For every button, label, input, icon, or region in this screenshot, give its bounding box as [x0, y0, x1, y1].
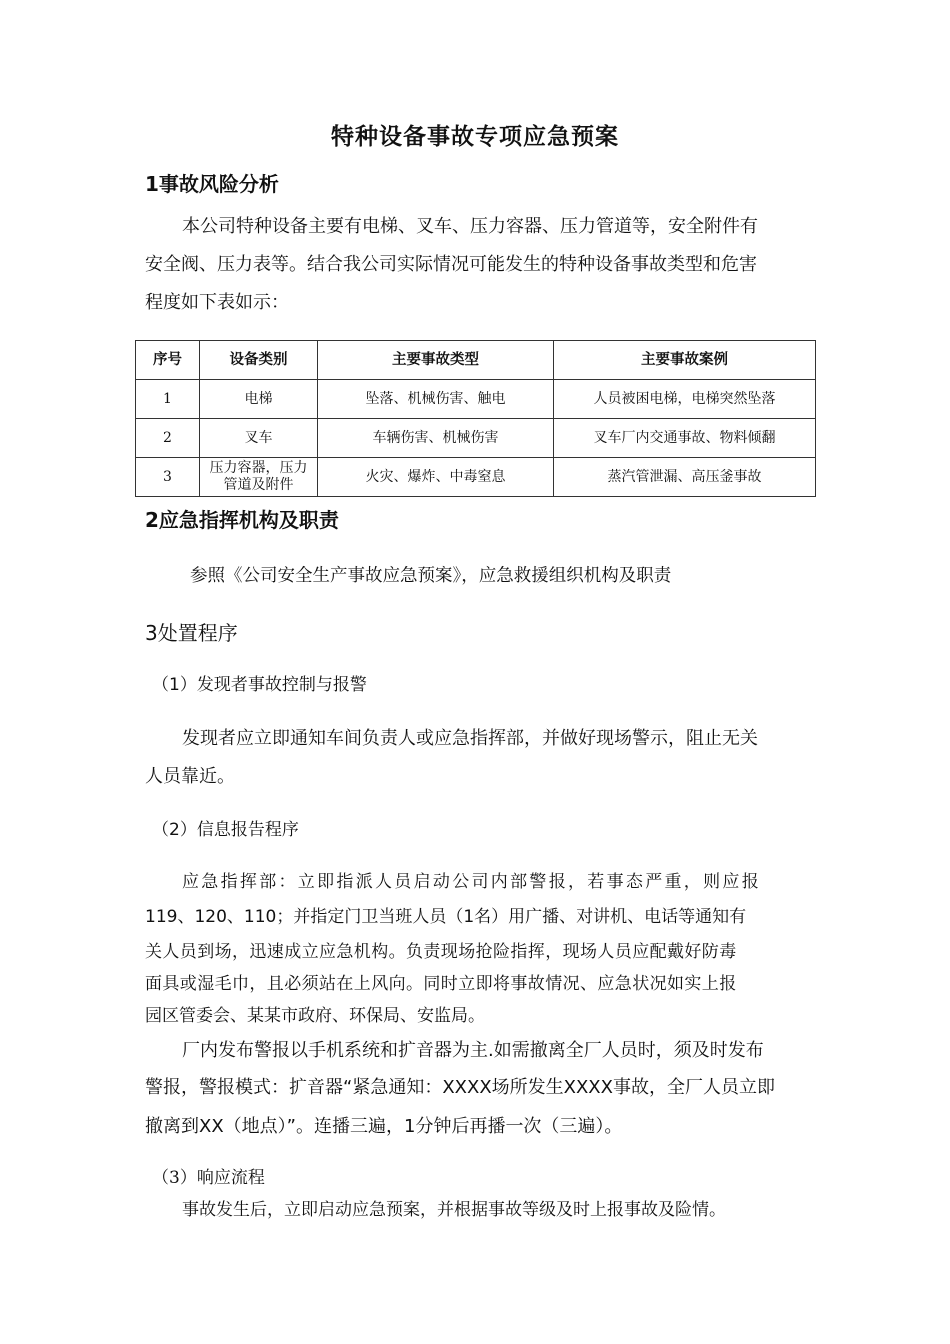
sub2-para-line: 面具或湿毛巾，且必须站在上风向。同时立即将事故情况、应急状况如实上报 — [145, 974, 737, 994]
table-cell: 叉车厂内交通事故、物料倾翻 — [554, 419, 816, 458]
section1-heading: 1事故风险分析 — [145, 172, 279, 196]
table-cell: 3 — [136, 458, 200, 497]
table-cell: 人员被困电梯，电梯突然坠落 — [554, 380, 816, 419]
sub2-para-line: 关人员到场，迅速成立应急机构。负责现场抢险指挥，现场人员应配戴好防毒 — [145, 942, 737, 962]
table-row — [136, 458, 816, 497]
section2-heading: 2应急指挥机构及职责 — [145, 508, 339, 532]
table-row — [136, 419, 816, 458]
sub2-para-line: 园区管委会、某某市政府、环保局、安监局。 — [145, 1006, 485, 1026]
table-cell: 2 — [136, 419, 200, 458]
accident-risk-table — [135, 340, 816, 497]
section1-para-line: 程度如下表如示： — [145, 292, 289, 313]
sub1-title: （1）发现者事故控制与报警 — [152, 675, 367, 695]
table-header-row — [136, 341, 816, 380]
sub3-title: （3）响应流程 — [152, 1168, 265, 1188]
sub2-para-line: 厂内发布警报以手机系统和扩音器为主.如需撤离全厂人员时，须及时发布 — [182, 1040, 764, 1061]
col-header-index: 序号 — [136, 341, 200, 380]
table-cell: 坠落、机械伤害、触电 — [318, 380, 554, 419]
sub3-para: 事故发生后，立即启动应急预案，并根据事故等级及时上报事故及险情。 — [182, 1200, 726, 1220]
sub1-para-line: 发现者应立即通知车间负责人或应急指挥部，并做好现场警示，阻止无关 — [182, 728, 758, 749]
sub2-title: （2）信息报告程序 — [152, 820, 299, 840]
document-title: 特种设备事故专项应急预案 — [331, 124, 619, 150]
table-row — [136, 380, 816, 419]
section1-para-line: 安全阀、压力表等。结合我公司实际情况可能发生的特种设备事故类型和危害 — [145, 254, 757, 275]
table-cell: 蒸汽管泄漏、高压釜事故 — [554, 458, 816, 497]
col-header-equipment: 设备类别 — [200, 341, 318, 380]
table-cell: 火灾、爆炸、中毒窒息 — [318, 458, 554, 497]
sub2-para-line: 警报，警报模式：扩音器“紧急通知：XXXX场所发生XXXX事故，全厂人员立即 — [145, 1077, 775, 1098]
section2-para: 参照《公司安全生产事故应急预案》，应急救援组织机构及职责 — [190, 566, 672, 586]
col-header-accident-case: 主要事故案例 — [554, 341, 816, 380]
table-cell: 压力容器，压力管道及附件 — [200, 458, 318, 497]
table-cell: 1 — [136, 380, 200, 419]
sub2-para-line: 119、120、110；并指定门卫当班人员（1名）用广播、对讲机、电话等通知有 — [145, 907, 747, 927]
sub2-para-line: 应急指挥部：立即指派人员启动公司内部警报，若事态严重，则应报 — [182, 872, 761, 892]
section1-para-line: 本公司特种设备主要有电梯、叉车、压力容器、压力管道等，安全附件有 — [182, 216, 758, 237]
sub1-para-line: 人员靠近。 — [145, 766, 235, 787]
table-cell: 电梯 — [200, 380, 318, 419]
col-header-accident-type: 主要事故类型 — [318, 341, 554, 380]
table-cell: 车辆伤害、机械伤害 — [318, 419, 554, 458]
sub2-para-line: 撤离到XX（地点）”。连播三遍，1分钟后再播一次（三遍）。 — [145, 1116, 623, 1137]
table-cell: 叉车 — [200, 419, 318, 458]
section3-heading: 3处置程序 — [145, 621, 238, 645]
